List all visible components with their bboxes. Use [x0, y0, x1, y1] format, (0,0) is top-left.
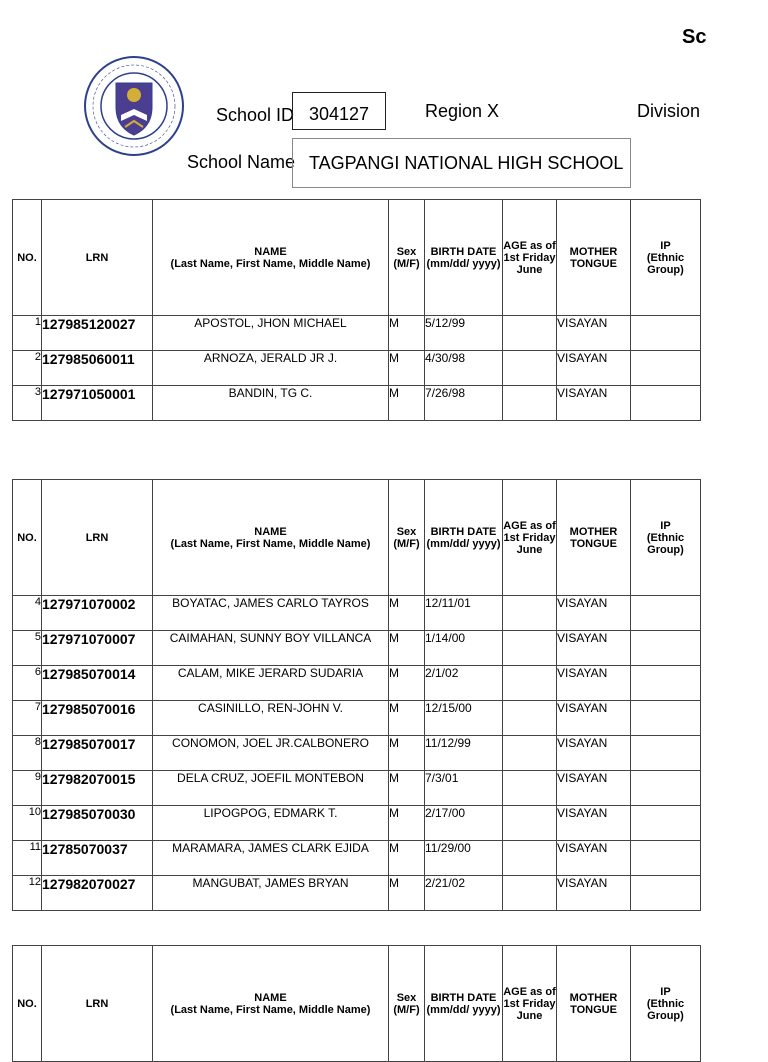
school-id-field[interactable]: 304127: [292, 92, 386, 130]
birth-date-cell: 2/1/02: [425, 666, 503, 701]
ip-cell: [631, 806, 701, 841]
sex-cell: M: [389, 876, 425, 911]
learner-table: [12, 199, 701, 421]
learner-name-cell: CASINILLO, REN-JOHN V.: [153, 701, 389, 736]
ip-cell: [631, 841, 701, 876]
mother-tongue-cell: VISAYAN: [557, 351, 631, 386]
learner-table: [12, 479, 701, 911]
col-header-sex: Sex (M/F): [389, 946, 425, 1062]
learner-name-cell: ARNOZA, JERALD JR J.: [153, 351, 389, 386]
table-header-row: [13, 480, 701, 596]
col-header-birth-date: BIRTH DATE (mm/dd/ yyyy): [425, 480, 503, 596]
sex-cell: M: [389, 666, 425, 701]
row-number-cell: 4: [13, 596, 42, 631]
sex-cell: M: [389, 701, 425, 736]
row-number-cell: 7: [13, 701, 42, 736]
ip-cell: [631, 701, 701, 736]
table-row: [13, 351, 701, 386]
sex-cell: M: [389, 386, 425, 421]
mother-tongue-cell: VISAYAN: [557, 701, 631, 736]
lrn-cell: 127985120027: [42, 316, 153, 351]
col-header-lrn: LRN: [42, 946, 153, 1062]
row-number-cell: 9: [13, 771, 42, 806]
ip-cell: [631, 666, 701, 701]
region-label: Region X: [425, 101, 500, 121]
division-label: Division: [637, 101, 701, 121]
table-row: [13, 806, 701, 841]
lrn-cell: 127971050001: [42, 386, 153, 421]
table-row: [13, 771, 701, 806]
row-number-cell: 11: [13, 841, 42, 876]
table-row: [13, 666, 701, 701]
row-number-cell: 8: [13, 736, 42, 771]
lrn-cell: 127985070030: [42, 806, 153, 841]
table-row: [13, 631, 701, 666]
table-row: [13, 736, 701, 771]
col-header-lrn: LRN: [42, 480, 153, 596]
age-cell: [503, 386, 557, 421]
col-header-ip: IP (Ethnic Group): [631, 200, 701, 316]
mother-tongue-cell: VISAYAN: [557, 736, 631, 771]
sex-cell: M: [389, 316, 425, 351]
learner-name-cell: BOYATAC, JAMES CARLO TAYROS: [153, 596, 389, 631]
mother-tongue-cell: VISAYAN: [557, 841, 631, 876]
row-number-cell: 5: [13, 631, 42, 666]
mother-tongue-cell: VISAYAN: [557, 631, 631, 666]
sex-cell: M: [389, 631, 425, 666]
birth-date-cell: 12/15/00: [425, 701, 503, 736]
birth-date-cell: 4/30/98: [425, 351, 503, 386]
birth-date-cell: 12/11/01: [425, 596, 503, 631]
col-header-mother-tongue: MOTHER TONGUE: [557, 480, 631, 596]
age-cell: [503, 351, 557, 386]
birth-date-cell: 1/14/00: [425, 631, 503, 666]
birth-date-cell: 5/12/99: [425, 316, 503, 351]
col-header-no: NO.: [13, 480, 42, 596]
school-id-label: School ID: [216, 105, 295, 125]
ip-cell: [631, 771, 701, 806]
learner-name-cell: MARAMARA, JAMES CLARK EJIDA: [153, 841, 389, 876]
birth-date-cell: 2/21/02: [425, 876, 503, 911]
row-number-cell: 1: [13, 316, 42, 351]
lrn-cell: 127982070027: [42, 876, 153, 911]
lrn-cell: 127971070002: [42, 596, 153, 631]
row-number-cell: 12: [13, 876, 42, 911]
col-header-age: AGE as of 1st Friday June: [503, 946, 557, 1062]
ip-cell: [631, 631, 701, 666]
birth-date-cell: 11/12/99: [425, 736, 503, 771]
age-cell: [503, 596, 557, 631]
ip-cell: [631, 386, 701, 421]
learner-name-cell: DELA CRUZ, JOEFIL MONTEBON: [153, 771, 389, 806]
mother-tongue-cell: VISAYAN: [557, 806, 631, 841]
age-cell: [503, 701, 557, 736]
sex-cell: M: [389, 736, 425, 771]
col-header-mother-tongue: MOTHER TONGUE: [557, 200, 631, 316]
row-number-cell: 3: [13, 386, 42, 421]
birth-date-cell: 2/17/00: [425, 806, 503, 841]
col-header-sex: Sex (M/F): [389, 480, 425, 596]
mother-tongue-cell: VISAYAN: [557, 666, 631, 701]
age-cell: [503, 876, 557, 911]
col-header-name: NAME (Last Name, First Name, Middle Name): [153, 946, 389, 1062]
ip-cell: [631, 596, 701, 631]
sex-cell: M: [389, 841, 425, 876]
row-number-cell: 2: [13, 351, 42, 386]
learner-name-cell: MANGUBAT, JAMES BRYAN: [153, 876, 389, 911]
table-row: [13, 316, 701, 351]
row-number-cell: 6: [13, 666, 42, 701]
table-header-row: [13, 200, 701, 316]
col-header-no: NO.: [13, 200, 42, 316]
learner-name-cell: LIPOGPOG, EDMARK T.: [153, 806, 389, 841]
lrn-cell: 12785070037: [42, 841, 153, 876]
deped-seal-icon: [83, 55, 185, 157]
col-header-birth-date: BIRTH DATE (mm/dd/ yyyy): [425, 946, 503, 1062]
learner-name-cell: CONOMON, JOEL JR.CALBONERO: [153, 736, 389, 771]
lrn-cell: 127971070007: [42, 631, 153, 666]
ip-cell: [631, 351, 701, 386]
sex-cell: M: [389, 351, 425, 386]
col-header-name: NAME (Last Name, First Name, Middle Name): [153, 480, 389, 596]
learner-name-cell: APOSTOL, JHON MICHAEL: [153, 316, 389, 351]
sex-cell: M: [389, 771, 425, 806]
sex-cell: M: [389, 806, 425, 841]
page-heading-fragment: Sc: [682, 26, 707, 48]
row-number-cell: 10: [13, 806, 42, 841]
lrn-cell: 127985070014: [42, 666, 153, 701]
col-header-sex: Sex (M/F): [389, 200, 425, 316]
col-header-lrn: LRN: [42, 200, 153, 316]
ip-cell: [631, 876, 701, 911]
mother-tongue-cell: VISAYAN: [557, 771, 631, 806]
mother-tongue-cell: VISAYAN: [557, 386, 631, 421]
col-header-ip: IP (Ethnic Group): [631, 480, 701, 596]
col-header-no: NO.: [13, 946, 42, 1062]
birth-date-cell: 7/3/01: [425, 771, 503, 806]
ip-cell: [631, 736, 701, 771]
lrn-cell: 127985060011: [42, 351, 153, 386]
col-header-ip: IP (Ethnic Group): [631, 946, 701, 1062]
school-name-label: School Name: [187, 152, 296, 172]
birth-date-cell: 11/29/00: [425, 841, 503, 876]
age-cell: [503, 316, 557, 351]
table-row: [13, 876, 701, 911]
age-cell: [503, 666, 557, 701]
age-cell: [503, 806, 557, 841]
table-row: [13, 841, 701, 876]
age-cell: [503, 771, 557, 806]
lrn-cell: 127982070015: [42, 771, 153, 806]
birth-date-cell: 7/26/98: [425, 386, 503, 421]
col-header-birth-date: BIRTH DATE (mm/dd/ yyyy): [425, 200, 503, 316]
age-cell: [503, 841, 557, 876]
ip-cell: [631, 316, 701, 351]
mother-tongue-cell: VISAYAN: [557, 316, 631, 351]
table-header-row: [13, 946, 701, 1062]
mother-tongue-cell: VISAYAN: [557, 596, 631, 631]
mother-tongue-cell: VISAYAN: [557, 876, 631, 911]
sex-cell: M: [389, 596, 425, 631]
lrn-cell: 127985070016: [42, 701, 153, 736]
age-cell: [503, 736, 557, 771]
col-header-age: AGE as of 1st Friday June: [503, 200, 557, 316]
age-cell: [503, 631, 557, 666]
col-header-mother-tongue: MOTHER TONGUE: [557, 946, 631, 1062]
learner-name-cell: BANDIN, TG C.: [153, 386, 389, 421]
table-row: [13, 386, 701, 421]
learner-table: [12, 945, 701, 1062]
lrn-cell: 127985070017: [42, 736, 153, 771]
table-row: [13, 701, 701, 736]
col-header-name: NAME (Last Name, First Name, Middle Name): [153, 200, 389, 316]
table-row: [13, 596, 701, 631]
learner-name-cell: CAIMAHAN, SUNNY BOY VILLANCA: [153, 631, 389, 666]
col-header-age: AGE as of 1st Friday June: [503, 480, 557, 596]
school-name-field[interactable]: TAGPANGI NATIONAL HIGH SCHOOL: [292, 138, 631, 188]
learner-name-cell: CALAM, MIKE JERARD SUDARIA: [153, 666, 389, 701]
